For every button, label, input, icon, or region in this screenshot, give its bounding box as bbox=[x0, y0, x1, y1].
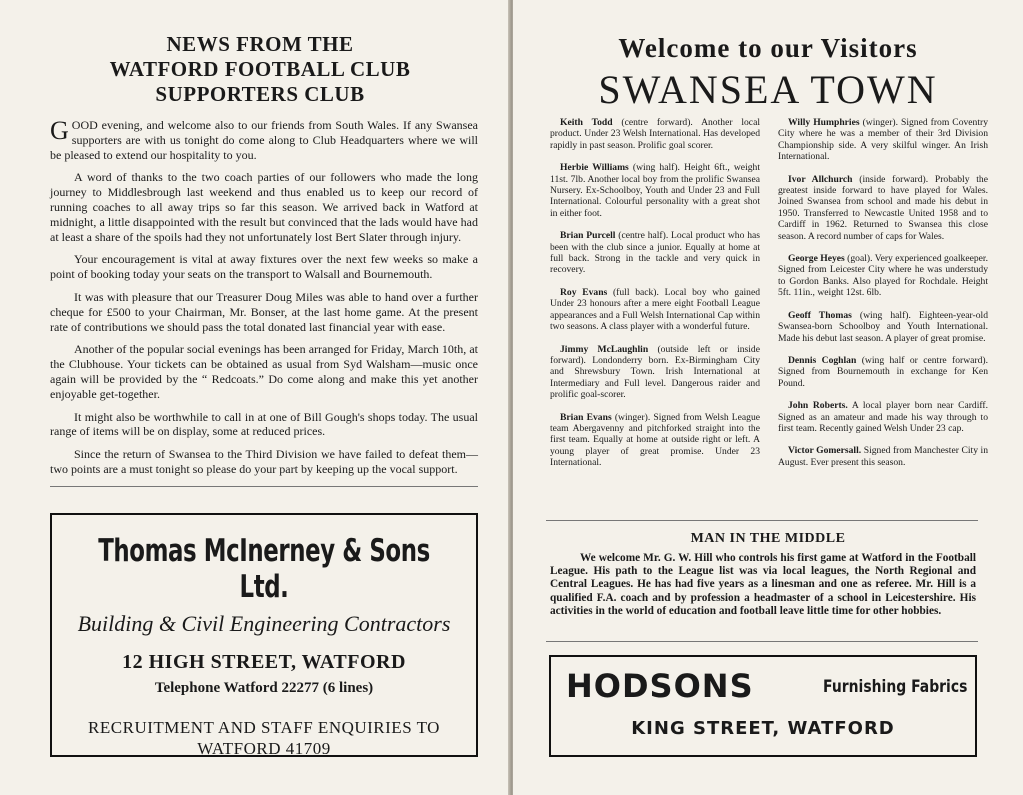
player-profile: Keith Todd (centre forward). Another local product. Under 23 Welsh International. Has developed rapidly in past season. Prolific goal scorer. bbox=[550, 117, 760, 151]
player-profile: Victor Gomersall. Signed from Manchester City in August. Ever present this season. bbox=[778, 445, 989, 468]
player-profile: Geoff Thomas (wing half). Eighteen-year-old Swansea-born Schoolboy and Youth International. Made his debut last season. A player of great promise. bbox=[778, 309, 989, 344]
player-profile: John Roberts. A local player born near Cardiff. Signed as an amateur and made his way through to first team. Recently gained Welsh Under 23 cap. bbox=[778, 400, 988, 434]
player-profile: Ivor Allchurch (inside forward). Probably the greatest inside forward to have played for Wales. Joined Swansea from school and made his debut in 1950. Transferred to Newcastle United 1958 and to Cardiff in 1962. Returned to Swansea this close season. A record number of caps for Wales. bbox=[778, 173, 988, 242]
advert-phone: Telephone Watford 22277 (6 lines) bbox=[154, 680, 374, 696]
man-in-the-middle-text: We welcome Mr. G. W. Hill who controls his first game at Watford in the Football League. His path to the League list was via local leagues, the North Regional and Central Leagues. He has had five years as a linesman and one as referee. Mr. Hill is a qualified F.A. coach and by profession a headmaster of a school in Leicestershire. His activities in the world of education and football leave little time for other hobbies. bbox=[550, 552, 976, 617]
divider bbox=[546, 520, 978, 521]
hodsons-advert bbox=[549, 655, 977, 757]
news-article bbox=[50, 118, 478, 485]
news-heading-line: SUPPORTERS CLUB bbox=[155, 82, 365, 106]
player-profile: Jimmy McLaughlin (outside left or inside forward). Londonderry born. Ex-Birmingham City and Shrewsbury Town. Irish International at Intermediary and Full level. Dangerous raider and prolific goal-scorer. bbox=[550, 343, 760, 401]
player-column-right bbox=[778, 117, 988, 479]
player-profile: Herbie Williams (wing half). Height 6ft., weight 11st. 7lb. Another local boy from the prolific Swansea Nursery. Ex-Schoolboy, Youth and Under 23 and Full International. Colourful personality with a great shot in either foot. bbox=[550, 162, 760, 219]
advert-company-name: Thomas McInerney & Sons Ltd. bbox=[98, 533, 430, 605]
news-paragraph: Another of the popular social evenings has been arranged for Friday, March 10th, at the Clubhouse. Your tickets can be obtained as usual from Syd Walsham—music once again will be provided by the “ Redcoats.” Do come along and make this yet another enjoyable get-together. bbox=[50, 342, 478, 401]
player-profile: Brian Purcell (centre half). Local product who has been with the club since a junior. Equally at home at full back. Strong in the tackle and very quick in recovery. bbox=[550, 230, 761, 276]
player-profile: Dennis Coghlan (wing half or centre forward). Signed from Bournemouth in exchange for Ken Pound. bbox=[778, 354, 989, 389]
divider bbox=[50, 486, 478, 487]
advert-address: 12 HIGH STREET, WATFORD bbox=[122, 651, 406, 673]
news-paragraph: Since the return of Swansea to the Third Division we have failed to defeat them—two points are a must tonight so please do your part by keeping up the vocal support. bbox=[50, 447, 478, 476]
news-heading-line: WATFORD FOOTBALL CLUB bbox=[109, 57, 411, 81]
news-paragraph: Your encouragement is vital at away fixtures over the next few weeks so make a point of booking today your seats on the transport to Walsall and Bournemouth. bbox=[50, 252, 478, 282]
advert-company-name: HODSONS bbox=[566, 667, 754, 705]
player-profile: Roy Evans (full back). Local boy who gained Under 23 honours after a mere eight Football League appearances and a Full Welsh International Cap within two seasons. A class player with a wonderful future. bbox=[550, 286, 760, 333]
man-in-the-middle-heading: MAN IN THE MIDDLE bbox=[690, 531, 846, 546]
advert-address: KING STREET, WATFORD bbox=[631, 718, 895, 739]
mcinerney-advert bbox=[50, 513, 478, 757]
news-heading-line: NEWS FROM THE bbox=[166, 32, 354, 56]
advert-recruitment: RECRUITMENT AND STAFF ENQUIRIES TO WATFORD 41709 bbox=[88, 718, 440, 758]
welcome-heading: Welcome to our Visitors bbox=[618, 33, 918, 63]
drop-cap: G bbox=[50, 116, 69, 145]
divider bbox=[546, 641, 978, 642]
news-paragraph: It was with pleasure that our Treasurer Doug Miles was able to hand over a further cheque for £500 to your Chairman, Mr. Bonser, at the last home game. At the present rate of contributions we should pass the total donated last financial year with ease. bbox=[50, 289, 478, 334]
right-page bbox=[513, 0, 1023, 795]
news-paragraph: GOOD evening, and welcome also to our friends from South Wales. If any Swansea supporters are with us tonight do come along to Club Headquarters where we will be pleased to extend our hospitality to you. bbox=[50, 116, 478, 162]
news-paragraph: A word of thanks to the two coach parties of our followers who made the long journey to Middlesbrough last weekend and thus enabled us to keep our record of running coaches to all away trips so far this season. We arrived back in Watford at midnight, a little disappointed with the result but convinced that the lads would have had at least a share of the spoils had they not unfortunately lost Bert Slater through injury. bbox=[50, 170, 478, 244]
advert-tagline: Furnishing Fabrics bbox=[823, 677, 968, 697]
player-profile: Brian Evans (winger). Signed from Welsh League team Abergavenny and pitchforked straight into the first team. Equally at home at outside right or left. A young player of great promise. Under 23 International. bbox=[550, 411, 761, 469]
news-heading bbox=[40, 32, 480, 107]
player-profile: Willy Humphries (winger). Signed from Coventry City where he was a member of their 3rd Division Championship side. A very skilful winger. An Irish International. bbox=[778, 117, 988, 163]
left-page bbox=[0, 0, 510, 795]
advert-tagline: Building & Civil Engineering Contractors bbox=[77, 611, 451, 636]
player-column-left bbox=[550, 117, 760, 480]
player-profile: George Heyes (goal). Very experienced goalkeeper. Signed from Leicester City where he was understudy to Gordon Banks. Also played for Rochdale. Height 5ft. 11in., weight 12st. 6lb. bbox=[778, 253, 988, 299]
visiting-team-name: SWANSEA TOWN bbox=[598, 67, 938, 112]
news-paragraph: It might also be worthwhile to call in at one of Bill Gough's shops today. The usual range of items will be on display, some at reduced prices. bbox=[50, 409, 478, 439]
